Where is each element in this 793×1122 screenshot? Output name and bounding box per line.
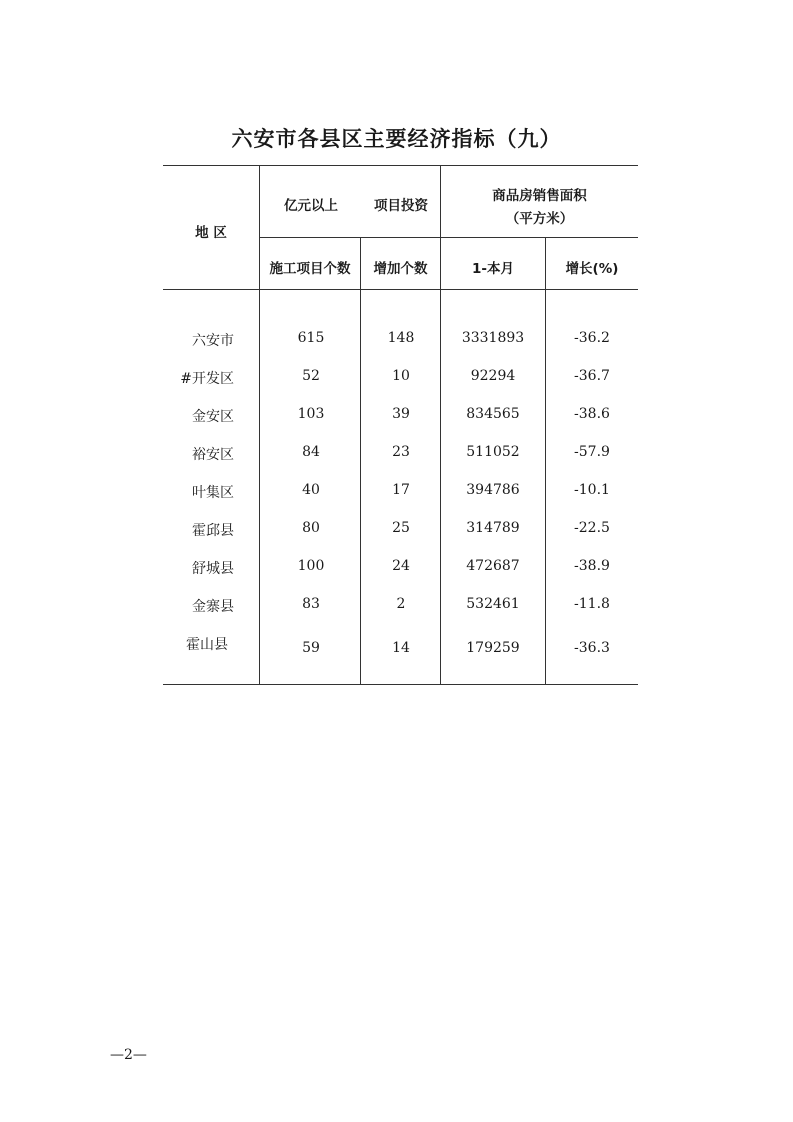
- table-bottom-rule: [163, 684, 638, 685]
- header-col-cumulative: 1-本月: [472, 261, 514, 277]
- header-col-projects: 施工项目个数: [269, 261, 351, 277]
- header-group1-part1: 亿元以上: [284, 198, 338, 214]
- cell-projects: 59: [302, 640, 320, 656]
- cell-area: 394786: [466, 482, 520, 498]
- cell-projects: 80: [302, 520, 320, 536]
- header-group1-part2: 项目投资: [374, 198, 428, 214]
- cell-region: 舒城县: [192, 561, 234, 577]
- cell-added: 39: [392, 406, 410, 422]
- cell-region: 裕安区: [192, 447, 234, 463]
- table-row: [0, 482, 793, 502]
- cell-region: 六安市: [192, 333, 234, 349]
- cell-projects: 103: [297, 406, 325, 422]
- header-group2-line1: 商品房销售面积: [492, 188, 587, 204]
- table-row: [0, 634, 793, 654]
- cell-projects: 100: [297, 558, 325, 574]
- cell-region: 金寨县: [192, 599, 234, 615]
- table-row: [0, 330, 793, 350]
- cell-growth: -57.9: [574, 444, 610, 460]
- cell-growth: -38.9: [574, 558, 610, 574]
- cell-region: 金安区: [192, 409, 234, 425]
- header-col-added: 增加个数: [373, 261, 428, 277]
- cell-region: 叶集区: [192, 485, 234, 501]
- cell-projects: 52: [302, 368, 320, 384]
- cell-added: 25: [392, 520, 410, 536]
- header-mid-rule: [260, 237, 638, 238]
- table-row: [0, 520, 793, 540]
- cell-added: 14: [392, 640, 410, 656]
- cell-area: 3331893: [461, 330, 525, 346]
- cell-added: 148: [387, 330, 415, 346]
- cell-added: 24: [392, 558, 410, 574]
- header-region: 地 区: [195, 225, 227, 241]
- table-row: [0, 596, 793, 616]
- page-number: —2—: [110, 1047, 147, 1063]
- cell-growth: -38.6: [574, 406, 610, 422]
- header-group2-line2: （平方米）: [505, 211, 574, 227]
- cell-growth: -36.2: [574, 330, 610, 346]
- cell-projects: 615: [297, 330, 325, 346]
- cell-projects: 83: [302, 596, 320, 612]
- table-top-rule: [163, 165, 638, 166]
- cell-growth: -22.5: [574, 520, 610, 536]
- cell-projects: 40: [302, 482, 320, 498]
- cell-growth: -11.8: [574, 596, 610, 612]
- cell-added: 17: [392, 482, 410, 498]
- page-title: 六安市各县区主要经济指标（九）: [231, 127, 562, 151]
- cell-area: 92294: [470, 368, 516, 384]
- cell-area: 834565: [466, 406, 520, 422]
- header-bottom-rule: [163, 289, 638, 290]
- cell-added: 23: [392, 444, 410, 460]
- cell-projects: 84: [302, 444, 320, 460]
- table-row: [0, 558, 793, 578]
- cell-region: 霍邱县: [192, 523, 234, 539]
- cell-region: #开发区: [180, 371, 234, 387]
- cell-growth: -10.1: [574, 482, 610, 498]
- cell-area: 314789: [466, 520, 520, 536]
- table-row: [0, 368, 793, 388]
- cell-area: 179259: [466, 640, 520, 656]
- cell-growth: -36.3: [574, 640, 610, 656]
- cell-area: 472687: [466, 558, 520, 574]
- cell-added: 2: [396, 596, 406, 612]
- cell-added: 10: [392, 368, 410, 384]
- table-row: [0, 406, 793, 426]
- header-col-growth: 增长(%): [565, 261, 619, 277]
- cell-growth: -36.7: [574, 368, 610, 384]
- cell-area: 511052: [466, 444, 520, 460]
- cell-region: 霍山县: [186, 637, 228, 653]
- table-row: [0, 444, 793, 464]
- cell-area: 532461: [466, 596, 520, 612]
